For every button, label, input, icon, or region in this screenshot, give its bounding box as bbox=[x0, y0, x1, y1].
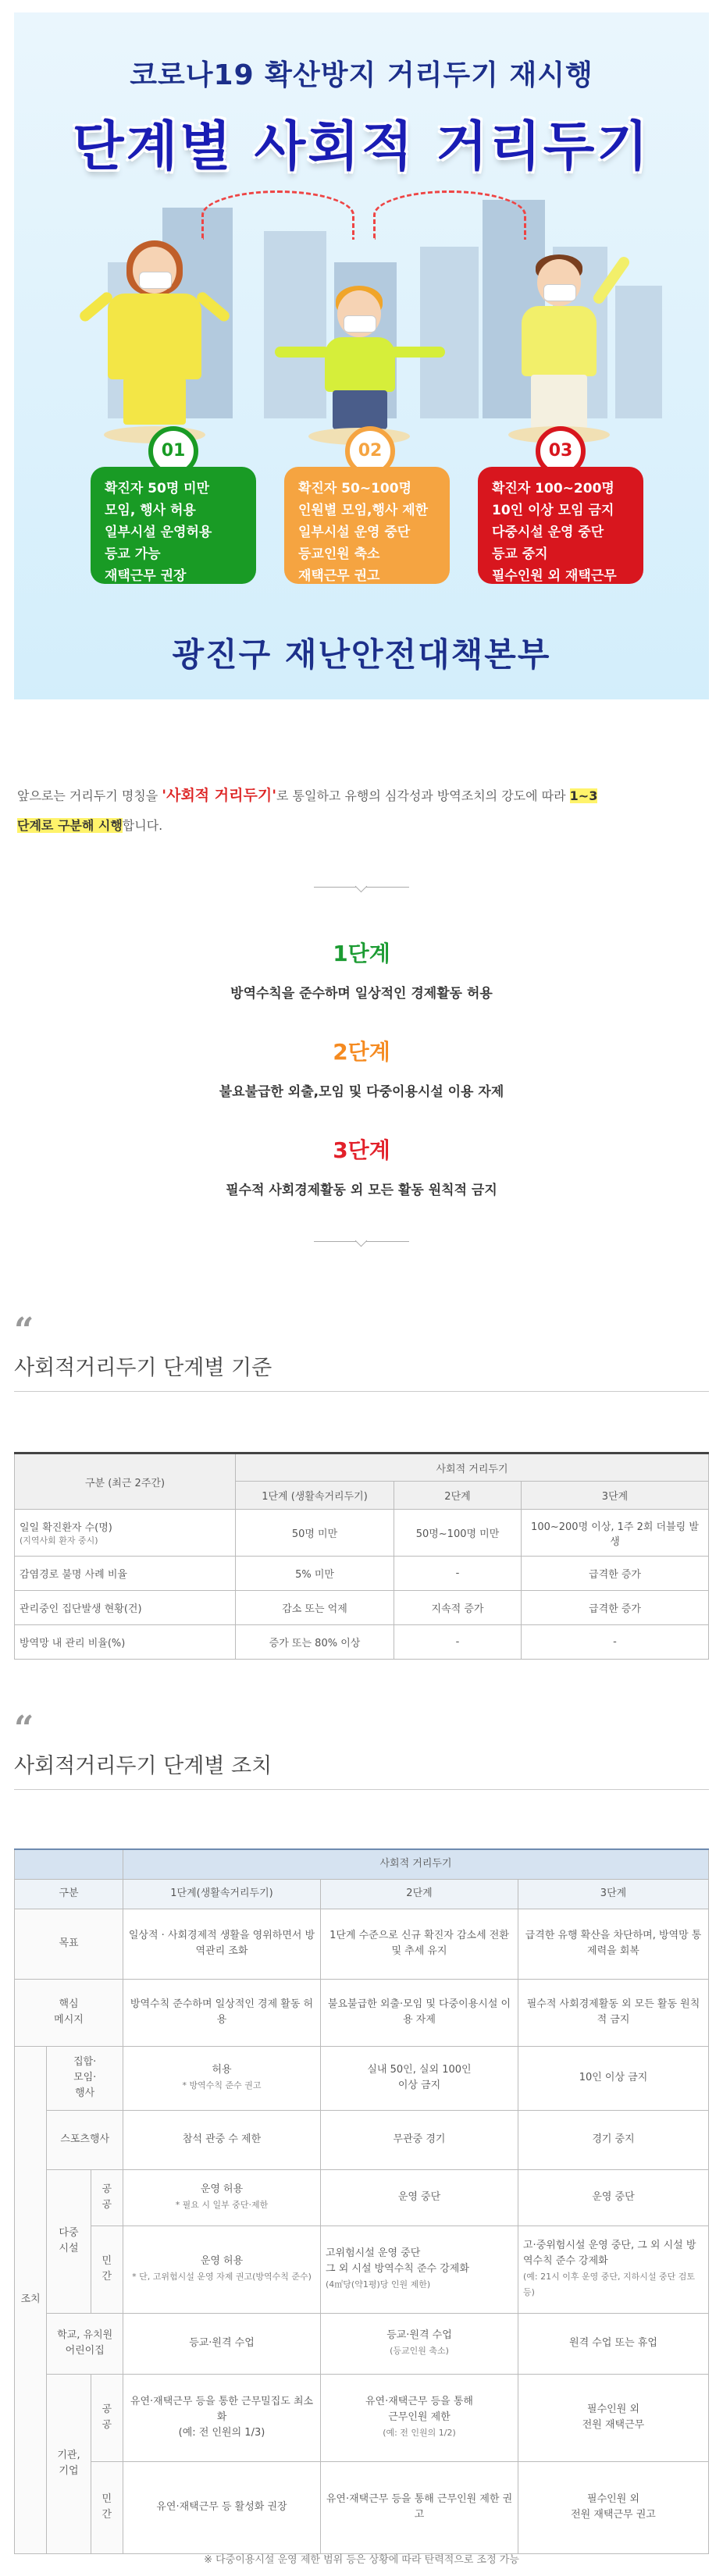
poster-title: 단계별 사회적 거리두기 bbox=[72, 116, 651, 178]
row-label: 목표 bbox=[15, 1909, 123, 1979]
table-cell: - bbox=[522, 1625, 709, 1660]
cell-text: 고위험시설 운영 중단 bbox=[326, 2247, 421, 2259]
level-title: 1단계 bbox=[333, 941, 390, 966]
section-underline bbox=[14, 1391, 709, 1392]
table-row bbox=[15, 2110, 709, 2169]
row-label: 방역망 내 관리 비율(%) bbox=[15, 1625, 236, 1660]
measures-table bbox=[14, 1848, 709, 2554]
column-header: 3단계 bbox=[522, 1482, 709, 1510]
card-line: 일부시설 운영허용 bbox=[105, 525, 212, 540]
cell-note: (등교인원 축소) bbox=[390, 2346, 449, 2356]
row-label-text: 일일 확진환자 수(명) bbox=[20, 1522, 112, 1534]
table-group-header: 사회적 거리두기 bbox=[123, 1849, 709, 1879]
row-sublabel: 공 공 bbox=[91, 2374, 123, 2461]
table-cell: 불요불급한 외출·모임 및 다중이용시설 이용 자제 bbox=[321, 1979, 518, 2046]
face-mask-icon bbox=[344, 315, 376, 333]
poster-subtitle: 코로나19 확산방지 거리두기 재시행 bbox=[130, 59, 593, 91]
table-row bbox=[15, 2374, 709, 2461]
table-cell: 일상적 · 사회경제적 생활을 영위하면서 방역관리 조화 bbox=[123, 1909, 321, 1979]
table-row bbox=[15, 2313, 709, 2374]
table-cell: 급격한 증가 bbox=[522, 1557, 709, 1591]
section-divider bbox=[314, 1241, 409, 1242]
table-cell: 참석 관중 수 제한 bbox=[123, 2110, 321, 2169]
card-line: 재택근무 권장 bbox=[105, 568, 187, 584]
table-cell: 무관중 경기 bbox=[321, 2110, 518, 2169]
section-title: 사회적거리두기 단계별 조치 bbox=[14, 1754, 272, 1778]
intro-text: 로 통일하고 유행의 심각성과 방역조치의 강도에 따라 bbox=[276, 788, 570, 803]
table-cell bbox=[123, 2374, 321, 2461]
intro-paragraph bbox=[17, 781, 704, 841]
cell-text: 운영 허용 bbox=[200, 2183, 244, 2195]
table-cell: 실내 50인, 실외 100인 이상 금지 bbox=[321, 2046, 518, 2110]
table-row bbox=[15, 2169, 709, 2226]
cell-note: (예: 21시 이후 운영 중단, 지하시설 중단 검토 등) bbox=[523, 2272, 695, 2297]
row-label: 집합· 모임· 행사 bbox=[47, 2046, 123, 2110]
level-description: 필수적 사회경제활동 외 모든 활동 원칙적 금지 bbox=[226, 1183, 497, 1198]
skirt-shape bbox=[123, 378, 186, 425]
level-title: 3단계 bbox=[333, 1137, 390, 1163]
row-sublabel: 공 공 bbox=[91, 2169, 123, 2226]
intro-text: 앞으로는 거리두기 명칭을 bbox=[17, 788, 162, 803]
quote-mark-icon: “ bbox=[14, 1709, 34, 1749]
cell-text: 등교·원격 수업 bbox=[386, 2329, 452, 2341]
table-cell bbox=[123, 2226, 321, 2313]
row-label bbox=[15, 1510, 236, 1557]
level-description: 방역수칙을 준수하며 일상적인 경제활동 허용 bbox=[230, 986, 493, 1002]
arm-shape bbox=[275, 347, 329, 358]
table-cell: 50명~100명 미만 bbox=[394, 1510, 522, 1557]
table-cell: 10인 이상 금지 bbox=[518, 2046, 709, 2110]
level-summary-1 bbox=[0, 937, 723, 1002]
level-badge-2: 02 bbox=[345, 426, 395, 476]
table-cell: 운영 중단 bbox=[321, 2169, 518, 2226]
cell-text: 유연·재택근무 등을 통한 근무밀집도 최소화 bbox=[130, 2396, 314, 2423]
building-shape bbox=[615, 286, 662, 418]
row-label: 관리중인 집단발생 현황(건) bbox=[15, 1591, 236, 1625]
card-line: 등교 가능 bbox=[105, 546, 161, 562]
card-line: 등교인원 축소 bbox=[298, 546, 380, 562]
cell-text: 유연·재택근무 등을 통해 근무인원 제한 bbox=[365, 2396, 473, 2423]
table-row bbox=[15, 1557, 709, 1591]
quote-mark-icon: “ bbox=[14, 1311, 34, 1350]
intro-highlight: 단계로 구분해 시행 bbox=[17, 818, 123, 833]
table-row bbox=[15, 1909, 709, 1979]
table-cell: 필수적 사회경제활동 외 모든 활동 원칙적 금지 bbox=[518, 1979, 709, 2046]
face-mask-icon bbox=[543, 284, 576, 301]
row-sublabel: 민 간 bbox=[91, 2461, 123, 2553]
section-title: 사회적거리두기 단계별 기준 bbox=[14, 1356, 272, 1380]
row-label-sub: (지역사회 환자 중시) bbox=[20, 1535, 98, 1546]
table-cell: 100~200명 이상, 1주 2회 더블링 발생 bbox=[522, 1510, 709, 1557]
table-cell: 필수인원 외 전원 재택근무 권고 bbox=[518, 2461, 709, 2553]
table-cell: - bbox=[394, 1557, 522, 1591]
poster-banner bbox=[14, 12, 709, 699]
row-label: 핵심 메시지 bbox=[15, 1979, 123, 2046]
table-cell: 지속적 증가 bbox=[394, 1591, 522, 1625]
torso-shape bbox=[325, 337, 395, 392]
legs-shape bbox=[531, 375, 587, 429]
face-mask-icon bbox=[139, 272, 172, 289]
row-sublabel: 민 간 bbox=[91, 2226, 123, 2313]
cell-text: 운영 허용 bbox=[200, 2255, 244, 2267]
section-underline bbox=[14, 1789, 709, 1790]
row-label: 기관, 기업 bbox=[47, 2374, 91, 2553]
column-header: 1단계 (생활속거리두기) bbox=[236, 1482, 394, 1510]
table-cell: 경기 중지 bbox=[518, 2110, 709, 2169]
level-badge-3: 03 bbox=[536, 426, 586, 476]
card-line: 필수인원 외 재택근무 bbox=[492, 568, 617, 584]
row-label: 학교, 유치원 어린이집 bbox=[47, 2313, 123, 2374]
card-line: 확진자 100~200명 bbox=[492, 481, 614, 496]
level-card-1 bbox=[91, 467, 256, 584]
distance-arc-right bbox=[373, 190, 526, 240]
table-row bbox=[15, 1625, 709, 1660]
row-label: 스포츠행사 bbox=[47, 2110, 123, 2169]
table-cell: 증가 또는 80% 이상 bbox=[236, 1625, 394, 1660]
table-cell: 원격 수업 또는 휴업 bbox=[518, 2313, 709, 2374]
table-cell: 필수인원 외 전원 재택근무 bbox=[518, 2374, 709, 2461]
cell-text: 허용 bbox=[212, 2064, 232, 2076]
column-header: 3단계 bbox=[518, 1879, 709, 1909]
table-cell: 유연·재택근무 등 활성화 권장 bbox=[123, 2461, 321, 2553]
table-cell: 운영 중단 bbox=[518, 2169, 709, 2226]
table-cell: 방역수칙 준수하며 일상적인 경제 활동 허용 bbox=[123, 1979, 321, 2046]
card-line: 다중시설 운영 중단 bbox=[492, 525, 604, 540]
table-cell: - bbox=[394, 1625, 522, 1660]
column-header: 1단계(생활속거리두기) bbox=[123, 1879, 321, 1909]
table-cell: 감소 또는 억제 bbox=[236, 1591, 394, 1625]
card-line: 재택근무 권고 bbox=[298, 568, 380, 584]
cell-note: * 방역수칙 준수 권고 bbox=[182, 2080, 262, 2090]
table-corner-header: 구분 (최근 2주간) bbox=[15, 1453, 236, 1510]
intro-highlight: 1~3 bbox=[569, 788, 598, 803]
level-summary-3 bbox=[0, 1133, 723, 1198]
section-divider bbox=[314, 887, 409, 888]
card-line: 인원별 모임,행사 제한 bbox=[298, 503, 429, 518]
table-cell: 등교·원격 수업 bbox=[123, 2313, 321, 2374]
card-line: 10인 이상 모임 금지 bbox=[492, 503, 614, 518]
cell-note: (예: 전 인원의 1/2) bbox=[383, 2428, 456, 2438]
legs-shape bbox=[333, 390, 387, 429]
table-row bbox=[15, 2046, 709, 2110]
cell-note: * 필요 시 일부 중단·제한 bbox=[175, 2200, 269, 2210]
table-cell: 5% 미만 bbox=[236, 1557, 394, 1591]
torso-shape bbox=[108, 294, 201, 379]
building-shape bbox=[264, 231, 326, 418]
building-shape bbox=[420, 247, 479, 418]
card-line: 모임, 행사 허용 bbox=[105, 503, 196, 518]
table-cell bbox=[321, 2374, 518, 2461]
distance-arc-left bbox=[201, 190, 354, 240]
cell-note: (4㎡당(약1평)당 인원 제한) bbox=[326, 2279, 431, 2290]
row-label: 다중 시설 bbox=[47, 2169, 91, 2313]
table-cell: 유연·재택근무 등을 통해 근무인원 제한 권고 bbox=[321, 2461, 518, 2553]
arm-shape bbox=[390, 347, 445, 358]
cell-text: 그 외 시설 방역수칙 준수 강제화 bbox=[326, 2263, 469, 2275]
table-cell: 급격한 증가 bbox=[522, 1591, 709, 1625]
row-group-label: 조치 bbox=[15, 2046, 47, 2553]
torso-shape bbox=[522, 306, 597, 376]
column-header: 2단계 bbox=[321, 1879, 518, 1909]
cell-text: (예: 전 인원의 1/3) bbox=[178, 2427, 265, 2439]
table-row bbox=[15, 1510, 709, 1557]
card-line: 등교 중지 bbox=[492, 546, 548, 562]
card-line: 확진자 50~100명 bbox=[298, 481, 411, 496]
level-title: 2단계 bbox=[333, 1039, 390, 1065]
cell-text: 고·중위험시설 운영 중단, 그 외 시설 방역수칙 준수 강제화 bbox=[523, 2240, 696, 2267]
card-line: 확진자 50명 미만 bbox=[105, 481, 210, 496]
level-badge-1: 01 bbox=[148, 426, 198, 476]
table-cell bbox=[321, 2226, 518, 2313]
level-summary-2 bbox=[0, 1035, 723, 1100]
table-cell bbox=[123, 2046, 321, 2110]
table-cell: 급격한 유행 확산을 차단하며, 방역망 통제력을 회복 bbox=[518, 1909, 709, 1979]
poster-organization: 광진구 재난안전대책본부 bbox=[172, 635, 551, 674]
column-header: 구분 bbox=[15, 1879, 123, 1909]
level-description: 불요불급한 외출,모임 및 다중이용시설 이용 자제 bbox=[219, 1084, 504, 1100]
table-group-header: 사회적 거리두기 bbox=[236, 1453, 709, 1482]
intro-text: 합니다. bbox=[122, 818, 163, 833]
table-cell: 50명 미만 bbox=[236, 1510, 394, 1557]
table-cell bbox=[321, 2313, 518, 2374]
row-label: 감염경로 불명 사례 비율 bbox=[15, 1557, 236, 1591]
table-row bbox=[15, 1591, 709, 1625]
column-header: 2단계 bbox=[394, 1482, 522, 1510]
table-row bbox=[15, 2461, 709, 2553]
level-card-3 bbox=[478, 467, 643, 584]
table-row bbox=[15, 2226, 709, 2313]
table-footnote: ※ 다중이용시설 운영 제한 범위 등은 상황에 따라 탄력적으로 조정 가능 bbox=[204, 2554, 519, 2566]
level-card-2 bbox=[284, 467, 450, 584]
table-cell bbox=[123, 2169, 321, 2226]
intro-quoted-term: '사회적 거리두기' bbox=[162, 787, 277, 804]
criteria-table bbox=[14, 1452, 709, 1660]
card-line: 일부시설 운영 중단 bbox=[298, 525, 411, 540]
table-cell: 1단계 수준으로 신규 확진자 감소세 전환 및 추세 유지 bbox=[321, 1909, 518, 1979]
cell-note: * 단, 고위험시설 운영 자제 권고(방역수칙 준수) bbox=[132, 2272, 312, 2282]
table-blank-header bbox=[15, 1849, 123, 1879]
table-row bbox=[15, 1979, 709, 2046]
table-cell bbox=[518, 2226, 709, 2313]
